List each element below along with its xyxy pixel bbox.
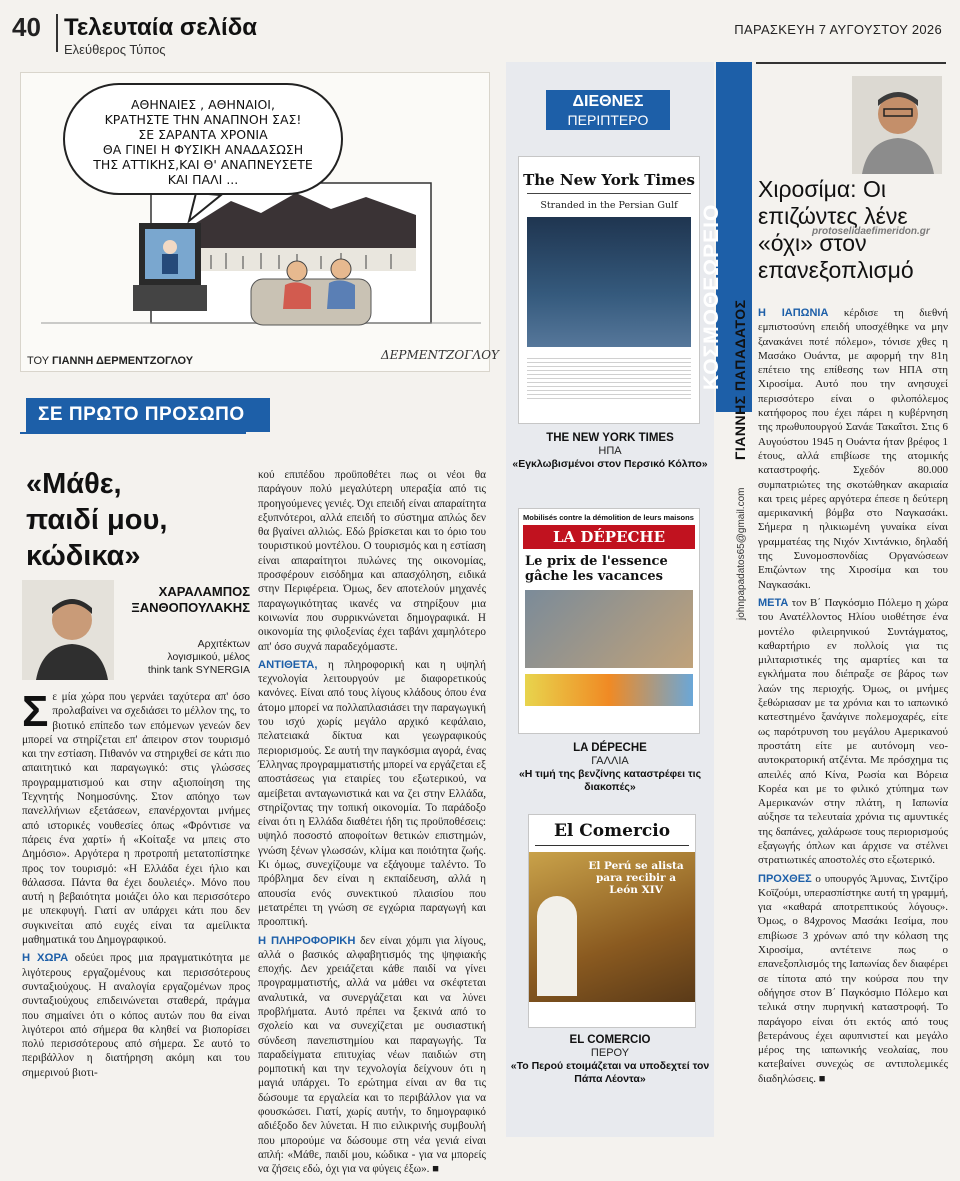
article-headline (26, 466, 246, 574)
article-paragraph (22, 951, 250, 1080)
badge-line-1: ΔΙΕΘΝΕΣ (572, 93, 644, 110)
depeche-cover-photo (525, 590, 693, 668)
front-page-el-comercio (528, 814, 696, 1028)
speech-line: ΤΗΣ ΑΤΤΙΚΗΣ,ΚΑΙ Θ' ΑΝΑΠΝΕΥΣΕΤΕ (93, 157, 313, 172)
paragraph-lead: Η ΙΑΠΩΝΙΑ (758, 307, 829, 319)
caption-la-depeche (510, 742, 710, 794)
issue-date: ΠΑΡΑΣΚΕΥΗ 7 ΑΥΓΟΥΣΤΟΥ 2026 (734, 22, 942, 37)
column-paragraph (758, 596, 948, 868)
drop-cap: Σ (22, 687, 49, 736)
author-bio (120, 638, 250, 677)
author-photo (22, 580, 114, 680)
article-paragraph: κού επιπέδου προϋποθέτει πως οι νέοι θα παράγουν πολύ μεγαλύτερη υπεραξία από τις προηγούμενες γενιές. Όχι επειδή είναι απαραίτητα εξυπνότεροι, αλλά επειδή το σύστημα απλώς δεν θα βγαίνει αλλιώς. Εδώ βρίσκεται και το όριο του τουριστικού μοντέλου. Ο τουρισμός και η εστίαση είναι απαραίτητοι πυλώνες της οικονομίας, προσφέρουν εισόδημα και απασχόληση, ειδικά στην Περιφέρεια. Όμως, δεν αποτελούν μηχανές παραγωγικότητας ικανές να στηρίξουν μια κοινωνία που συρρικνώνεται δημογραφικά. Η οικονομία της φιλοξενίας έχει ταβάνι χαμηλότερο απ' όσο συχνά παραδεχόμαστε. (258, 469, 486, 653)
comercio-masthead: El Comercio (553, 821, 671, 841)
section-label: ΣΕ ΠΡΩΤΟ ΠΡΟΣΩΠΟ (26, 398, 270, 432)
paragraph-text: κέρδισε τη διεθνή εμπιστοσύνη επειδή υποσχέθηκε να μην ξανακάνει ποτέ πόλεμο», τόνισε χθες η Μασάκο Ουάντα, με αφορμή την 81η επέτειο της επίθεσης των ΗΠΑ στη Χιροσίμα. Αυτό που την ανησυχεί περισσότερο είναι ο φιλοπόλεμος κατήφορος που έχει πάρει η κυβέρνηση της πρωθυπουργού Σανάε Τακαΐτσι. Στις 6 Αυγούστου 1945 η Ουάντα ήταν βρέφος 1 έτους, αλλά επιβίωσε της ατομικής καταστροφής. Σχεδόν 80.000 συμπατριώτες της σκοτώθηκαν ακαριαία και τρεις μέρες αργότερα έπεσε η δεύτερη αμερικανική βόμβα στο Ναγκασάκι. Σήμερα η ηλικιωμένη γυναίκα είναι γραμματέας της Νιχόν Χιντάνκιο, δηλαδή της Συνομοσπονδίας Οργανώσεων Επιζώντων της Χιροσίμα και του Ναγκασάκι. (758, 307, 948, 591)
paper-name: LA DÉPECHE (573, 742, 647, 754)
cartoonist-name: ΓΙΑΝΝΗ ΔΕΡΜΕΝΤΖΟΓΛΟΥ (51, 355, 194, 367)
front-page-nyt (518, 156, 700, 424)
nyt-masthead: The New York Times (523, 171, 695, 189)
bio-line: λογισμικού, μέλος (167, 651, 250, 663)
depeche-masthead: LA DÉPECHE (523, 525, 695, 549)
caption-el-comercio (510, 1034, 710, 1086)
paragraph-text: δεν είναι χόμπι για λίγους, αλλά ο βασικός αλφαβητισμός της ψηφιακής εποχής. Δεν χρειάζεται κάθε παιδί να γίνει προγραμματιστής, αλλά να μάθει να σκέφτεται αναλυτικά, να συνεργάζεται και να λύνει προβλήματα. Αυτό πρέπει να ξεκινά από το σχολείο και να συνεχίζεται με ουσιαστική σύνδεση πανεπιστημίου και παραγωγής. Τα παραδείγματα επιτυχίας νέων παιδιών στη ρομποτική και την τεχνολογία δείχνουν ότι η μαγιά υπάρχει. Το ερώτημα είναι αν θα τις δώσουμε τα εργαλεία και το περιβάλλον για να φουσκώσει. Γιατί, χωρίς αυτήν, το δημογραφικό αδιέξοδο δεν λύνεται. Η πιο ειλικρινής συμβουλή που μπορούμε να δώσουμε στη νέα γενιά είναι απλή: «Μάθε, παιδί μου, κώδικα - για να μπορείς να ζήσεις εδώ, όχι για να φύγεις έξω». ■ (258, 934, 486, 1176)
cartoon-credit (27, 355, 193, 367)
speech-bubble (63, 83, 343, 195)
column-paragraph (758, 872, 948, 1086)
paragraph-lead: Η ΠΛΗΡΟΦΟΡΙΚΗ (258, 934, 356, 947)
paper-country: ΗΠΑ (598, 445, 622, 457)
paragraph-lead: ΑΝΤΙΘΕΤΑ, (258, 658, 318, 671)
paper-country: ΓΑΛΛΙΑ (591, 755, 629, 767)
cartoonist-signature: ΔΕΡΜΕΝΤΖΟΓΛΟΥ (381, 348, 499, 362)
paragraph-text: ε μία χώρα που γερνάει ταχύτερα απ' όσο προλαβαίνει να σχεδιάσει το μέλλον της, το βιοτικό επίπεδο των επόμενων γενεών δεν μπορεί να στηρίζεται επ' άπειρον στον τουρισμό και την εστίαση. Πιθανόν να στηριχθεί σε κάτι πιο απαιτητικό και παραγωγικό: στις γλώσσες προγραμματισμού και στην αξιοποίηση της Τεχνητής Νοημοσύνης. Στον απόηχο των πανελλήνιων εξετάσεων, επανέρχονται μνήμες από ιστορικές νουθεσίες όπως «Φρόντισε να πάρεις ένα χαρτί» ή «Κοίταξε να μπεις στο Δημόσιο». Αργότερα η προτροπή μετατοπίστηκε προς τον τουρισμό: «Η Ελλάδα έχει ήλιο και θάλασσα. Πάντα θα έχει δουλειές». Μόνο που αυτή η βεβαιότητα μοιάζει όλο και περισσότερο με υπεκφυγή. Γιατί αν υπάρχει κάτι που δεν συγκινείται από ευχές είναι τα αμείλικτα μαθηματικά του Δημογραφικού. (22, 691, 250, 947)
comercio-cover-photo (529, 852, 695, 1002)
headline-line: επιζώντες λένε (758, 203, 908, 229)
caption-nyt (510, 432, 710, 471)
nyt-cover-headline: Stranded in the Persian Gulf (540, 200, 678, 211)
header-divider (56, 14, 58, 52)
newspaper-name: Ελεύθερος Τύπος (64, 42, 166, 57)
column-body (758, 306, 948, 1090)
paragraph-text: τον Β΄ Παγκόσμιο Πόλεμο η χώρα του Ανατέλλοντος Ηλίου υιοθέτησε ένα μοντέλο φιλειρηνικού Συντάγματος, καθαρτήριο εν πολλοίς για τις μιλιταριστικές της αμαρτίες και τα εγκλήματα που διέπραξε σε βάρος των λαών της περιοχής. Όμως, οι μνήμες ξεθώριασαν με τα χρόνια και το ιαπωνικό κατεστημένο ξανάγινε πολεμοχαρές, είτε ως παρότρυνση του μεγάλου Αμερικανού προστάτη είτε με αυτόνομη νεο-αυτοκρατορική ατζέντα. Με πρόσχημα τις απειλές από Κίνα, Ρωσία και Βόρεια Κορέα και με το φιλικό χτύπημα των Αμερικανών στην πλάτη, η Ιαπωνία αύξησε τα τελευταία χρόνια τις αμυντικές της δαπάνες, χαλάρωσε τους περιορισμούς εξαγωγής όπλων και άρχισε να στέλνει στρατιωτικές αποστολές στο εξωτερικό. (758, 596, 948, 867)
article-author (120, 584, 250, 616)
section-label-rule (20, 432, 246, 434)
column-label: ΚΟΣΜΟΘΕΩΡΕΙΟ (700, 203, 723, 390)
nyt-text-block (527, 355, 691, 399)
article-column-1 (22, 687, 250, 1084)
column-author: ΓΙΑΝΝΗΣ ΠΑΠΑΔΑΤΟΣ (732, 299, 748, 460)
columnist-photo (852, 76, 942, 174)
article-column-2 (258, 468, 486, 1181)
headline-line: «Μάθε, (26, 468, 122, 500)
masthead-rule (527, 193, 691, 194)
paper-name: EL COMERCIO (569, 1034, 651, 1046)
paper-country: ΠΕΡΟΥ (590, 1047, 630, 1059)
headline-line: παιδί μου, (26, 504, 168, 536)
cartoon-credit-prefix: ΤΟΥ (27, 355, 49, 367)
headline-line: Χιροσίμα: Οι (758, 176, 886, 202)
paper-caption: «Το Περού ετοιμάζεται να υποδεχτεί τον Πάπα Λέοντα» (510, 1060, 710, 1085)
section-title: Τελευταία σελίδα (64, 14, 257, 41)
columnist-portrait (852, 76, 942, 174)
headline-line: επανεξοπλισμό (758, 257, 914, 283)
bio-line: Αρχιτέκτων (197, 638, 250, 650)
international-kiosk-badge (546, 90, 670, 130)
depeche-bottom-promo (525, 674, 693, 706)
headline-line: «όχι» στον (758, 230, 867, 256)
comercio-cover-headline: El Perú se alista para recibir a León XIV (588, 860, 684, 896)
badge-line-2: ΠΕΡΙΠΤΕΡΟ (567, 112, 649, 128)
article-paragraph (258, 658, 486, 930)
article-paragraph (258, 934, 486, 1177)
speech-line: ΘΑ ΓΙΝΕΙ Η ΦΥΣΙΚΗ ΑΝΑΔΑΣΩΣΗ (102, 142, 304, 157)
headline-line: κώδικα» (26, 540, 141, 572)
column-top-rule (756, 62, 946, 64)
paragraph-lead: ΠΡΟΧΘΕΣ (758, 872, 812, 885)
column-author-email: johnpapadatos65@gmail.com (736, 487, 747, 620)
masthead-rule (535, 845, 689, 846)
column-paragraph (758, 306, 948, 592)
paper-caption: «Εγκλωβισμένοι στον Περσικό Κόλπο» (512, 458, 708, 470)
paragraph-text: ο υπουργός Άμυνας, Σιντζίρο Κοϊζούμι, υπερασπίστηκε αυτή τη γραμμή, για «καθαρά αποτρεπτικούς λόγους». Όμως, ο 84χρονος Μασάκι Ιεσίμα, που επιβίωσε 3 χρόνων από την κόλαση της Χιροσίμα, αντέτεινε πως ο επανεξοπλισμός της Ιαπωνίας δεν διαφέρει σε τίποτα από την κούρσα που την οδήγησε στον Β΄ Παγκόσμιο Πόλεμο και τελικά στην πυρηνική καταστροφή. Το παράγορο είναι ότι εκτός από τους βετεράνους έχει αφυπνιστεί και μεγάλο μέρος της ιαπωνικής νεολαίας, που κατεβαίνει συνεχώς σε αντιπολεμικές διαδηλώσεις. ■ (758, 872, 948, 1085)
paragraph-text: οδεύει προς μια πραγματικότητα με λιγότερους εργαζομένους και περισσότερους συνταξιούχους. Η αναλογία εργαζομένων προς συνταξιούχους επιδεινώνεται σταθερά, πράγμα που σημαίνει ότι ο κόπος αυτών που θα είναι λιγότεροι από σήμερα θα κληθεί να βιοπορίσει πολύ περισσότερους από σήμερα. Σε αυτό το περιβάλλον η διατήρηση ακόμη και του σημερινού βιοτι- (22, 952, 250, 1079)
author-first-name: ΧΑΡΑΛΑΜΠΟΣ (158, 584, 250, 599)
cartoon (20, 72, 499, 372)
site-watermark: protoselidaefimeridon.gr (812, 226, 930, 237)
article-paragraph (22, 687, 250, 947)
paragraph-lead: ΜΕΤΑ (758, 596, 789, 609)
bio-line: think tank SYNERGIA (147, 664, 250, 676)
page-number: 40 (12, 12, 41, 42)
paper-caption: «Η τιμή της βενζίνης καταστρέφει τις διακοπές» (518, 768, 702, 793)
nyt-cover-photo (527, 217, 691, 347)
front-page-la-depeche (518, 508, 700, 734)
speech-line: ΑΘΗΝΑΙΕΣ , ΑΘΗΝΑΙΟΙ, (131, 97, 275, 112)
speech-line: ΚΡΑΤΗΣΤΕ ΤΗΝ ΑΝΑΠΝΟΗ ΣΑΣ! (104, 112, 302, 127)
depeche-cover-headline: Le prix de l'essence gâche les vacances (525, 554, 668, 584)
speech-line: ΚΑΙ ΠΑΛΙ ... (167, 172, 239, 187)
paragraph-lead: Η ΧΩΡΑ (22, 952, 69, 965)
author-portrait (22, 580, 114, 680)
pope-figure (537, 896, 577, 996)
depeche-kicker: Mobilisés contre la démolition de leurs maisons (523, 513, 694, 522)
paper-name: THE NEW YORK TIMES (546, 432, 674, 444)
paragraph-text: η πληροφορική και η υψηλή τεχνολογία λειτουργούν με διαφορετικούς κανόνες. Είναι από τους λίγους κλάδους όπου ένα άτομο μπορεί να πολλαπλασιάσει την παραγωγική του ισχύ χωρίς μεγάλο αρχικό κεφάλαιο, πελατειακά δίκτυα και γεωγραφικούς περιορισμούς. Σε αυτή την παγκόσμια αγορά, ένας Έλληνας προγραμματιστής μπορεί να εργάζεται εξ αποστάσεως για εταιρίες του εξωτερικού, να αμείβεται ανταγωνιστικά και να ζει στην Ελλάδα, στηρίζοντας την τοπική οικονομία. Το παράδοξο είναι ότι η Ελλάδα διαθέτει ήδη τις προϋποθέσεις: υψηλό ποσοστό αποφοίτων θετικών επιστημών, γνώση ξένων γλωσσών, κλίμα και ποιότητα ζωής. Κι όμως, συνεχίζουμε να εξάγουμε ταλέντο. Το πρόβλημα δεν είναι η εκπαίδευση, αλλά η απουσία ενός συνεκτικού πλαισίου που μετατρέπει τη γνώση σε εγχώρια παραγωγή και προοπτική. (258, 658, 486, 929)
author-last-name: ΞΑΝΘΟΠΟΥΛΑΚΗΣ (131, 600, 250, 615)
speech-line: ΣΕ ΣΑΡΑΝΤΑ ΧΡΟΝΙΑ (138, 127, 268, 142)
